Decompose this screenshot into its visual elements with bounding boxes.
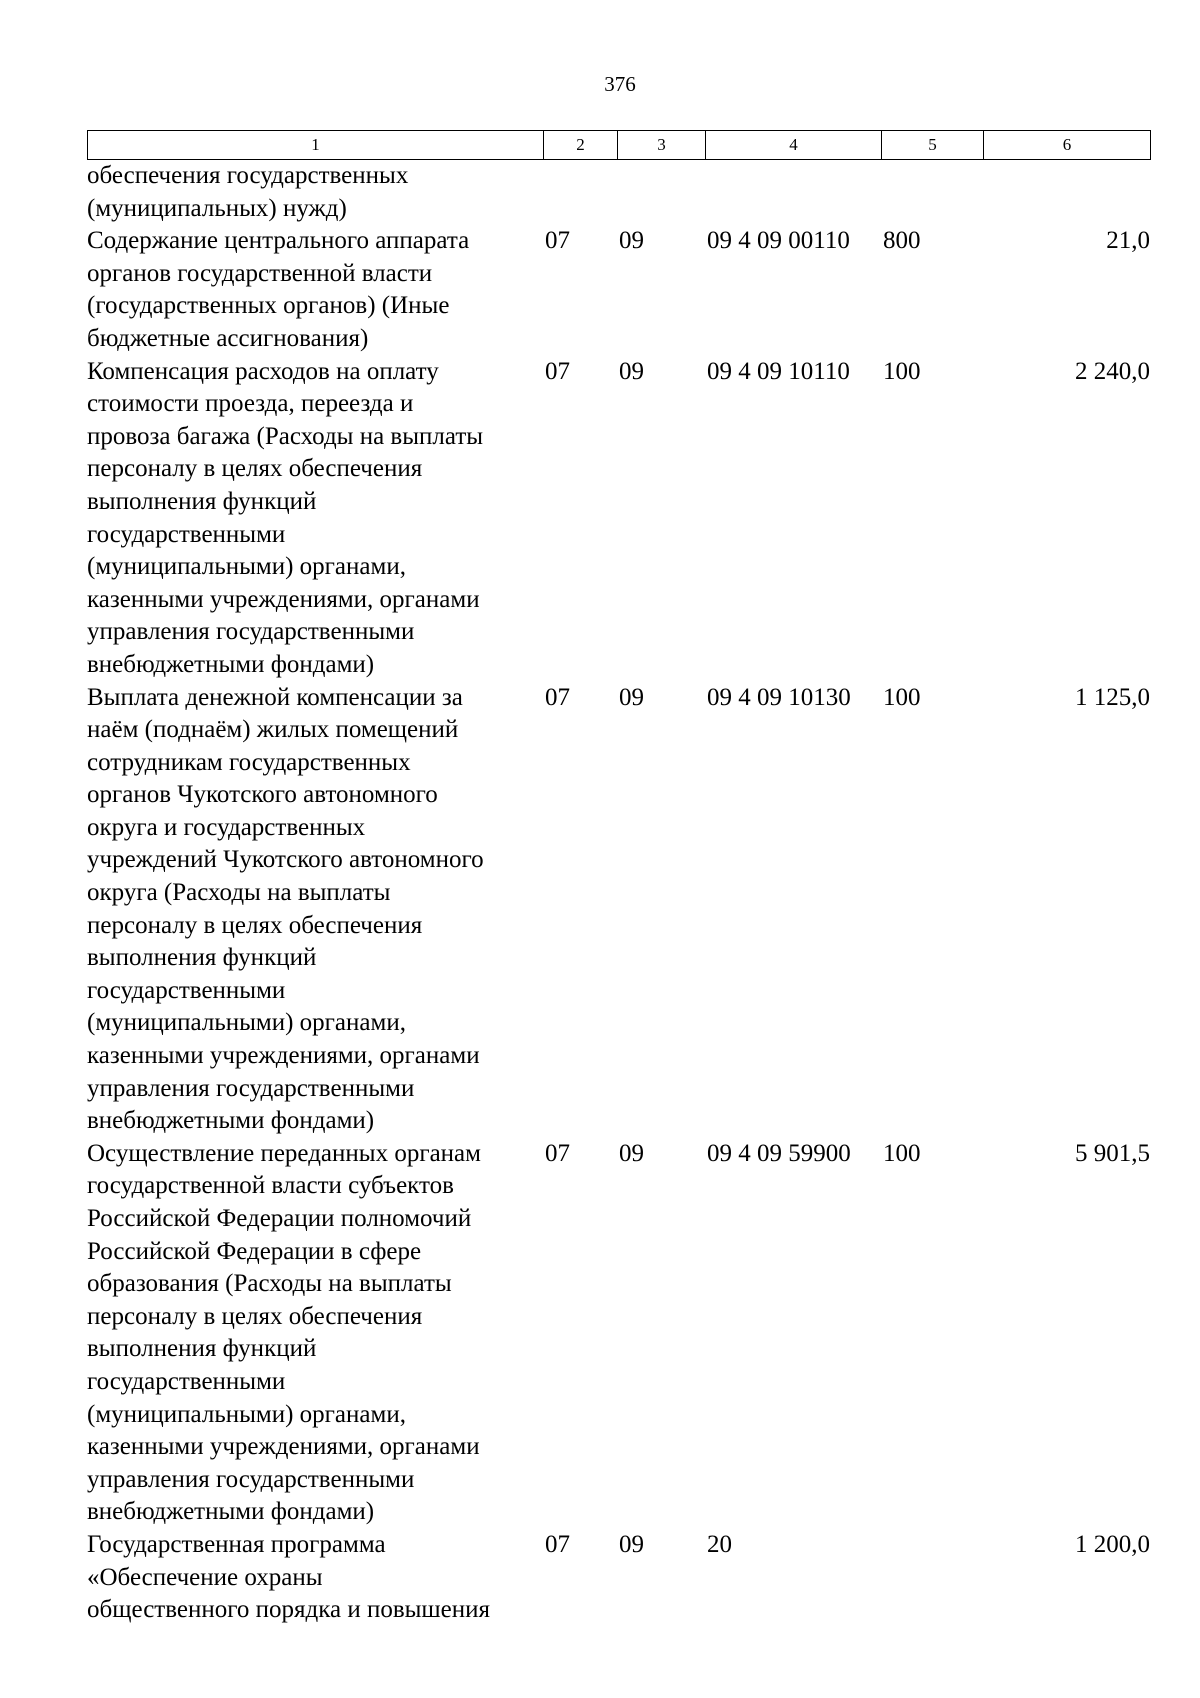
section-code-cell: 07 <box>545 357 570 385</box>
column-header-2: 2 <box>544 131 618 160</box>
target-article-cell: 09 4 09 59900 <box>707 1139 851 1167</box>
row-name-line: государственной власти субъектов <box>87 1172 454 1200</box>
row-name-line: Содержание центрального аппарата <box>87 227 470 255</box>
row-name-line: «Обеспечение охраны <box>87 1563 323 1591</box>
row-name-cell <box>87 1529 543 1627</box>
target-article-cell: 09 4 09 10110 <box>707 357 850 385</box>
column-header-1: 1 <box>88 131 544 160</box>
row-name-line: персоналу в целях обеспечения <box>87 455 423 483</box>
row-name-line: управления государственными <box>87 1465 415 1493</box>
row-name-line: Осуществление переданных органам <box>87 1139 481 1167</box>
row-name-line: государственными <box>87 1367 286 1395</box>
row-name-line: (муниципальными) органами, <box>87 1009 406 1037</box>
row-name-cell <box>87 356 543 682</box>
subsection-code-cell: 09 <box>619 227 644 255</box>
row-name-line: (муниципальными) органами, <box>87 553 406 581</box>
row-name-line: выполнения функций <box>87 1335 317 1363</box>
row-name-line: казенными учреждениями, органами <box>87 585 480 613</box>
row-name-line: округа (Расходы на выплаты <box>87 879 391 907</box>
row-name-cell <box>87 682 543 1138</box>
amount-cell: 1 200,0 <box>1075 1530 1150 1558</box>
row-name-line: казенными учреждениями, органами <box>87 1042 480 1070</box>
row-name-line: бюджетные ассигнования) <box>87 324 369 352</box>
row-name-line: округа и государственных <box>87 813 366 841</box>
row-name-line: персоналу в целях обеспечения <box>87 911 423 939</box>
row-name-line: обеспечения государственных <box>87 162 409 189</box>
row-name-cell <box>87 160 543 225</box>
target-article-cell: 09 4 09 10130 <box>707 683 851 711</box>
amount-cell: 21,0 <box>1106 227 1150 255</box>
row-name-line: (государственных органов) (Иные <box>87 292 450 320</box>
row-name-line: общественного порядка и повышения <box>87 1596 491 1624</box>
target-article-cell <box>705 160 881 225</box>
row-name-line: наём (поднаём) жилых помещений <box>87 716 459 744</box>
column-header-row <box>88 131 1151 160</box>
expense-type-cell: 100 <box>883 683 921 711</box>
target-article-cell: 20 <box>707 1530 732 1558</box>
row-name-line: внебюджетными фондами) <box>87 1107 375 1135</box>
row-name-line: органов государственной власти <box>87 259 433 287</box>
expense-type-cell: 100 <box>883 1139 921 1167</box>
subsection-code-cell: 09 <box>619 357 644 385</box>
row-name-line: управления государственными <box>87 1074 415 1102</box>
row-name-line: Государственная программа <box>87 1530 386 1558</box>
row-name-line: государственными <box>87 976 286 1004</box>
section-code-cell: 07 <box>545 1530 570 1558</box>
expense-type-cell <box>881 160 983 225</box>
row-name-line: казенными учреждениями, органами <box>87 1433 480 1461</box>
row-name-line: органов Чукотского автономного <box>87 781 438 809</box>
budget-table <box>87 160 1150 1627</box>
subsection-code-cell: 09 <box>619 1139 644 1167</box>
table-row <box>87 160 1150 225</box>
column-header-4: 4 <box>706 131 882 160</box>
row-name-line: выполнения функций <box>87 487 317 515</box>
table-row <box>87 225 1150 355</box>
amount-cell <box>983 160 1150 225</box>
target-article-cell: 09 4 09 00110 <box>707 227 850 255</box>
row-name-line: Компенсация расходов на оплату <box>87 357 439 385</box>
row-name-line: внебюджетными фондами) <box>87 650 375 678</box>
amount-cell: 2 240,0 <box>1075 357 1150 385</box>
row-name-line: учреждений Чукотского автономного <box>87 846 484 874</box>
row-name-cell <box>87 225 543 355</box>
amount-cell: 5 901,5 <box>1075 1139 1150 1167</box>
amount-cell: 1 125,0 <box>1075 683 1150 711</box>
row-name-line: сотрудникам государственных <box>87 748 411 776</box>
row-name-line: Российской Федерации в сфере <box>87 1237 422 1265</box>
section-code-cell: 07 <box>545 1139 570 1167</box>
row-name-line: внебюджетными фондами) <box>87 1498 375 1526</box>
row-name-line: стоимости проезда, переезда и <box>87 390 414 418</box>
section-code-cell <box>543 160 617 225</box>
row-name-line: выполнения функций <box>87 944 317 972</box>
column-header-6: 6 <box>984 131 1151 160</box>
row-name-line: управления государственными <box>87 618 415 646</box>
budget-table-body <box>87 160 1150 1627</box>
expense-type-cell: 100 <box>883 357 921 385</box>
column-header-table <box>87 130 1151 160</box>
row-name-line: персоналу в целях обеспечения <box>87 1302 423 1330</box>
column-header-3: 3 <box>618 131 706 160</box>
row-name-line: Выплата денежной компенсации за <box>87 683 463 711</box>
row-name-cell <box>87 1138 543 1529</box>
table-row <box>87 682 1150 1138</box>
expense-type-cell <box>881 1529 983 1627</box>
table-row <box>87 1529 1150 1627</box>
subsection-code-cell: 09 <box>619 1530 644 1558</box>
subsection-code-cell <box>617 160 705 225</box>
row-name-line: Российской Федерации полномочий <box>87 1205 472 1232</box>
table-row <box>87 356 1150 682</box>
row-name-line: (муниципальных) нужд) <box>87 194 347 222</box>
column-header-5: 5 <box>882 131 984 160</box>
row-name-line: (муниципальными) органами, <box>87 1400 406 1428</box>
row-name-line: провоза багажа (Расходы на выплаты <box>87 422 484 450</box>
table-row <box>87 1138 1150 1529</box>
row-name-line: государственными <box>87 520 286 548</box>
section-code-cell: 07 <box>545 683 570 711</box>
expense-type-cell: 800 <box>883 227 921 255</box>
subsection-code-cell: 09 <box>619 683 644 711</box>
section-code-cell: 07 <box>545 227 570 255</box>
row-name-line: образования (Расходы на выплаты <box>87 1270 452 1298</box>
page-number: 376 <box>604 72 636 96</box>
